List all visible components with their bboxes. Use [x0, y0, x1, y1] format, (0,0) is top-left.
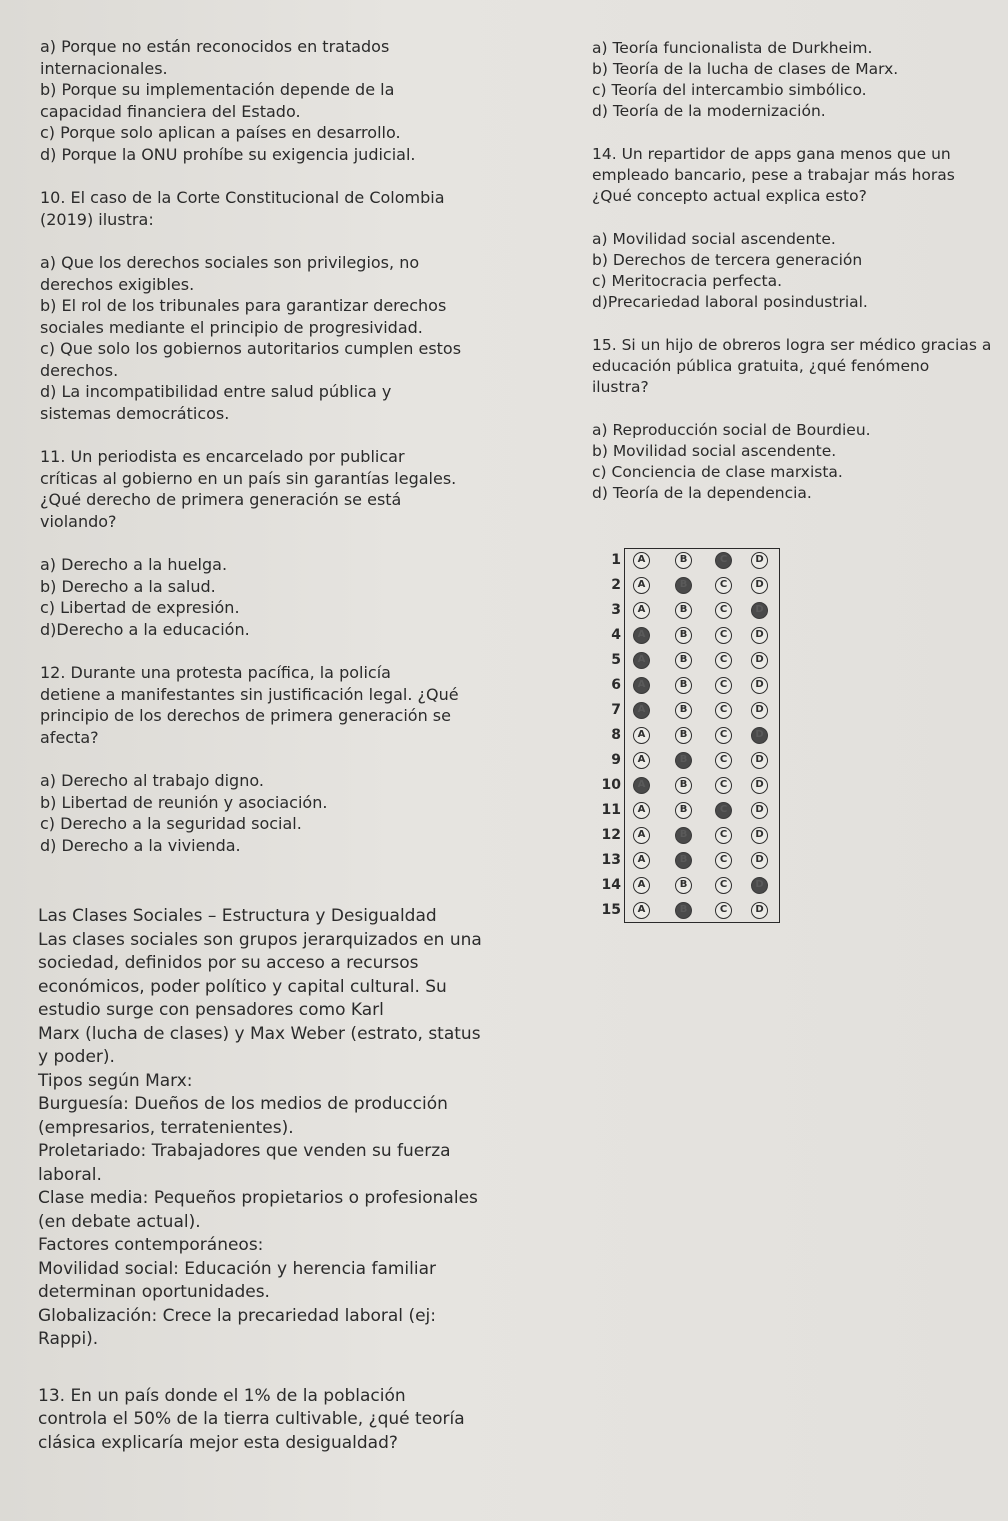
question-line: 12. Durante una protesta pacífica, la policía [40, 663, 391, 682]
right-column [566, 38, 1008, 504]
answer-row-number: 9 [611, 752, 621, 768]
option-line: d) Derecho a la vivienda. [40, 835, 241, 855]
answer-row [601, 823, 781, 848]
answer-bubble-c[interactable]: C [715, 552, 732, 569]
answer-bubble-c[interactable]: C [715, 652, 732, 669]
answer-row [601, 848, 781, 873]
question-line: (2019) ilustra: [40, 209, 154, 229]
text-line: Proletariado: Trabajadores que venden su fuerza [38, 1141, 451, 1161]
option-line: b) Movilidad social ascendente. [592, 442, 837, 460]
text-line: determinan oportunidades. [38, 1282, 270, 1302]
option-line: d) Teoría de la modernización. [592, 102, 826, 120]
option-line: c) Derecho a la seguridad social. [40, 814, 302, 833]
answer-row [601, 898, 781, 923]
answer-row-number: 6 [611, 677, 621, 693]
option-line: d) Teoría de la dependencia. [592, 484, 812, 502]
spacer [566, 122, 1008, 144]
text-line: estudio surge con pensadores como Karl [38, 1000, 384, 1020]
text-line: sociedad, definidos por su acceso a recursos [38, 953, 419, 973]
answer-bubble-d[interactable]: D [751, 852, 768, 869]
answer-row [611, 748, 781, 773]
answer-row [611, 723, 781, 748]
answer-row-number: 7 [611, 702, 621, 718]
answer-row [611, 623, 781, 648]
spacer [40, 532, 560, 554]
option-line: c) Porque solo aplican a países en desarrollo. [40, 123, 401, 142]
text-line: Marx (lucha de clases) y Max Weber (estrato, status [38, 1023, 481, 1044]
question-line: detiene a manifestantes sin justificación legal. ¿Qué [40, 684, 459, 704]
text-line: económicos, poder político y capital cultural. Su [38, 976, 447, 997]
answer-row-number: 5 [611, 652, 621, 668]
text-line: Movilidad social: Educación y herencia familiar [38, 1258, 436, 1279]
answer-row-number: 8 [611, 727, 621, 743]
question-line: educación pública gratuita, ¿qué fenómeno [592, 357, 930, 375]
option-line: b) Derechos de tercera generación [592, 251, 863, 269]
option-line: d) Porque la ONU prohíbe su exigencia judicial. [40, 144, 416, 164]
text-line: laboral. [38, 1164, 102, 1185]
answer-bubble-a[interactable]: A [633, 602, 650, 619]
answer-bubble-d[interactable]: D [751, 902, 768, 919]
answer-bubble-d[interactable]: D [751, 602, 768, 619]
answer-row [601, 798, 781, 823]
option-line: c) Que solo los gobiernos autoritarios cumplen estos [40, 339, 462, 358]
spacer [566, 207, 1008, 229]
question-line: afecta? [40, 727, 99, 747]
answer-bubble-d[interactable]: D [751, 752, 768, 769]
text-line: y poder). [38, 1047, 115, 1067]
answer-bubble-a[interactable]: A [633, 902, 650, 919]
option-line: a) Reproducción social de Bourdieu. [592, 421, 871, 439]
answer-bubble-d[interactable]: D [751, 552, 768, 569]
spacer [40, 165, 560, 187]
answer-bubble-d[interactable]: D [751, 627, 768, 644]
answer-bubble-a[interactable]: A [633, 802, 650, 819]
answer-bubble-d[interactable]: D [751, 777, 768, 794]
answer-bubble-b[interactable]: B [675, 727, 692, 744]
question-line: ¿Qué derecho de primera generación se está [40, 490, 402, 509]
answer-row-number: 15 [601, 902, 621, 918]
answer-row [601, 773, 781, 798]
answer-bubble-a[interactable]: A [633, 777, 650, 794]
answer-bubble-c[interactable]: C [715, 577, 732, 594]
answer-bubble-a[interactable]: A [633, 852, 650, 869]
spacer [40, 424, 560, 446]
question-line: ¿Qué concepto actual explica esto? [592, 187, 867, 205]
answer-bubble-b[interactable]: B [675, 852, 692, 869]
question-line: empleado bancario, pese a trabajar más horas [592, 166, 955, 184]
answer-row-number: 2 [611, 577, 621, 593]
option-line: b) Porque su implementación depende de la [40, 80, 395, 99]
answer-row-number: 10 [601, 777, 621, 793]
answer-row-number: 12 [601, 827, 621, 843]
answer-bubble-a[interactable]: A [633, 577, 650, 594]
text-line: controla el 50% de la tierra cultivable, ¿qué teoría [38, 1409, 465, 1429]
spacer [566, 313, 1008, 335]
answer-bubble-b[interactable]: B [675, 652, 692, 669]
answer-bubble-c[interactable]: C [715, 727, 732, 744]
spacer [40, 640, 560, 662]
text-line: (empresarios, terratenientes). [38, 1117, 294, 1138]
option-line: c) Libertad de expresión. [40, 598, 240, 617]
class-notes-block [38, 905, 558, 1455]
answer-bubble-b[interactable]: B [675, 777, 692, 794]
answer-bubble-b[interactable]: B [675, 552, 692, 569]
question-line: críticas al gobierno en un país sin garantías legales. [40, 468, 457, 488]
answer-bubble-d[interactable]: D [751, 827, 768, 844]
answer-row-number: 14 [601, 877, 621, 893]
answer-bubble-a[interactable]: A [633, 727, 650, 744]
question-line: violando? [40, 511, 117, 531]
answer-bubble-a[interactable]: A [633, 752, 650, 769]
option-line: c) Meritocracia perfecta. [592, 272, 783, 290]
answer-bubble-d[interactable]: D [751, 702, 768, 719]
answer-bubble-a[interactable]: A [633, 702, 650, 719]
answer-row-number: 11 [601, 802, 621, 818]
answer-row [611, 698, 781, 723]
option-line: a) Teoría funcionalista de Durkheim. [592, 39, 873, 57]
answer-row-number: 4 [611, 627, 621, 643]
text-line: Clase media: Pequeños propietarios o profesionales [38, 1188, 478, 1208]
answer-bubble-b[interactable]: B [675, 627, 692, 644]
answer-bubble-d[interactable]: D [751, 652, 768, 669]
answer-bubble-b[interactable]: B [675, 902, 692, 919]
option-line: a) Movilidad social ascendente. [592, 230, 836, 248]
question-line: 14. Un repartidor de apps gana menos que un [592, 145, 951, 163]
text-line: Globalización: Crece la precariedad laboral (ej: [38, 1305, 436, 1326]
answer-bubble-b[interactable]: B [675, 577, 692, 594]
option-line: derechos. [40, 360, 119, 380]
option-line: b) Libertad de reunión y asociación. [40, 792, 328, 812]
answer-bubble-c[interactable]: C [715, 702, 732, 719]
text-line: 13. En un país donde el 1% de la población [38, 1385, 406, 1406]
option-line: d)Derecho a la educación. [40, 619, 250, 639]
text-line: Las Clases Sociales – Estructura y Desigualdad [38, 906, 437, 926]
answer-bubble-b[interactable]: B [675, 702, 692, 719]
answer-bubble-c[interactable]: C [715, 802, 732, 819]
answer-bubble-d[interactable]: D [751, 577, 768, 594]
answer-row [611, 573, 781, 598]
question-line: 11. Un periodista es encarcelado por publicar [40, 447, 405, 466]
option-line: internacionales. [40, 58, 168, 78]
text-line: Burguesía: Dueños de los medios de producción [38, 1094, 448, 1114]
question-line: ilustra? [592, 378, 649, 396]
answer-bubble-b[interactable]: B [675, 752, 692, 769]
text-line: Factores contemporáneos: [38, 1235, 264, 1255]
answer-bubble-b[interactable]: B [675, 602, 692, 619]
answer-row [601, 873, 781, 898]
option-line: b) El rol de los tribunales para garantizar derechos [40, 296, 447, 315]
answer-bubble-a[interactable]: A [633, 652, 650, 669]
answer-bubble-b[interactable]: B [675, 802, 692, 819]
answer-bubble-a[interactable]: A [633, 877, 650, 894]
option-line: a) Que los derechos sociales son privilegios, no [40, 253, 420, 272]
answer-bubble-a[interactable]: A [633, 677, 650, 694]
option-line: derechos exigibles. [40, 274, 195, 294]
option-line: a) Porque no están reconocidos en tratados [40, 37, 390, 56]
spacer [38, 1352, 558, 1385]
answer-row-number: 13 [601, 852, 621, 868]
answer-row-number: 1 [611, 552, 621, 568]
option-line: sistemas democráticos. [40, 403, 230, 423]
answer-bubble-a[interactable]: A [633, 827, 650, 844]
answer-bubble-d[interactable]: D [751, 877, 768, 894]
answer-row [611, 548, 781, 573]
text-line: Las clases sociales son grupos jerarquizados en una [38, 929, 482, 950]
option-line: d)Precariedad laboral posindustrial. [592, 293, 868, 311]
answer-bubble-d[interactable]: D [751, 727, 768, 744]
left-column [40, 36, 560, 856]
spacer [40, 230, 560, 252]
answer-bubble-a[interactable]: A [633, 627, 650, 644]
answer-row-number: 3 [611, 602, 621, 618]
answer-bubble-b[interactable]: B [675, 827, 692, 844]
answer-bubble-c[interactable]: C [715, 902, 732, 919]
option-line: b) Derecho a la salud. [40, 576, 216, 596]
answer-bubble-c[interactable]: C [715, 777, 732, 794]
spacer [566, 398, 1008, 420]
answer-row [611, 598, 781, 623]
answer-bubble-c[interactable]: C [715, 677, 732, 694]
option-line: a) Derecho a la huelga. [40, 555, 228, 574]
option-line: d) La incompatibilidad entre salud pública y [40, 382, 392, 401]
question-line: 10. El caso de la Corte Constitucional de Colombia [40, 188, 445, 207]
answer-bubble-a[interactable]: A [633, 552, 650, 569]
answer-bubble-d[interactable]: D [751, 802, 768, 819]
answer-sheet [601, 548, 780, 923]
option-line: b) Teoría de la lucha de clases de Marx. [592, 60, 899, 78]
answer-bubble-c[interactable]: C [715, 827, 732, 844]
answer-bubble-c[interactable]: C [715, 602, 732, 619]
option-line: sociales mediante el principio de progresividad. [40, 317, 423, 337]
answer-bubble-c[interactable]: C [715, 852, 732, 869]
answer-row [611, 673, 781, 698]
text-line: (en debate actual). [38, 1211, 201, 1232]
answer-bubble-c[interactable]: C [715, 627, 732, 644]
question-line: 15. Si un hijo de obreros logra ser médico gracias a [592, 336, 992, 354]
option-line: c) Teoría del intercambio simbólico. [592, 81, 867, 99]
text-line: Tipos según Marx: [38, 1070, 193, 1091]
answer-row [611, 648, 781, 673]
text-line: clásica explicaría mejor esta desigualdad? [38, 1432, 398, 1453]
answer-bubble-c[interactable]: C [715, 877, 732, 894]
question-line: principio de los derechos de primera generación se [40, 706, 451, 725]
answer-bubble-c[interactable]: C [715, 752, 732, 769]
text-line: Rappi). [38, 1329, 99, 1349]
spacer [40, 748, 560, 770]
answer-bubble-b[interactable]: B [675, 677, 692, 694]
answer-bubble-d[interactable]: D [751, 677, 768, 694]
answer-bubble-b[interactable]: B [675, 877, 692, 894]
option-line: c) Conciencia de clase marxista. [592, 463, 843, 481]
option-line: a) Derecho al trabajo digno. [40, 771, 264, 790]
option-line: capacidad financiera del Estado. [40, 101, 301, 121]
